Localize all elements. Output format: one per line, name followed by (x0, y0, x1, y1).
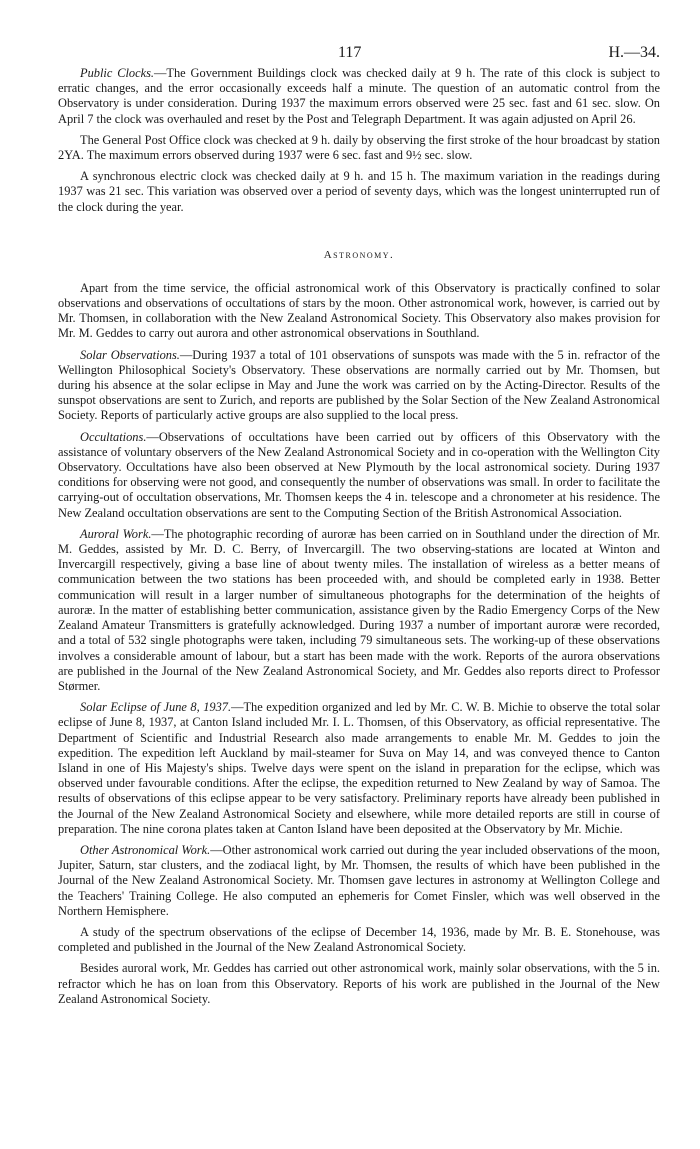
astronomy-section (58, 281, 660, 1007)
paragraph-public-clocks (58, 66, 660, 127)
paragraph-text: Besides auroral work, Mr. Geddes has carried out other astronomical work, mainly solar observations, with the 5 in. refractor which he has on loan from this Observatory. Reports of his work are published in the Journal of the New Zealand Astronomical Society. (58, 961, 660, 1006)
page-number: 117 (338, 44, 362, 61)
paragraph-solar-observations (58, 348, 660, 424)
paragraph-text: —During 1937 a total of 101 observations of sunspots was made with the 5 in. refractor of the Wellington Philosophical Society's Observatory. These observations are normally carried out by Mr. Thomsen, but during his absence at the solar eclipse in May and June the work was carried on by the Acting-Director. Results of the sunspot observations are sent to Zurich, and reports are published by the Solar Section of the New Zealand Astronomical Society. Reports of particularly active groups are also supplied to the local press. (58, 347, 660, 423)
paragraph-text: —The photographic recording of auroræ has been carried on in Southland under the direction of Mr. M. Geddes, assisted by Mr. D. C. Berry, of Invercargill. The two observing-stations are located at Winton and Invercargill respectively, giving a base line of about twenty miles. The installation of wireless as a better means of communication between the two stations has been proceeded with, and should be completed early in 1938. Better communication will result in a larger number of simultaneous photographs for the determination of the heights of auroræ. In the matter of establishing better communication, assistance given by the Radio Emergency Corps of the New Zealand Amateur Transmitters is gratefully acknowledged. During 1937 a number of important auroræ were recorded, and a total of 532 single photographs were taken, including 79 simultaneous sets. The working-up of these observations involves a considerable amount of labour, but a start has been made with the work. Reports of the aurora observations are published in the Journal of the New Zealand Astronomical Society, and Mr. Geddes also reports direct to Professor Størmer. (58, 526, 660, 693)
paragraph-text: A study of the spectrum observations of the eclipse of December 14, 1936, made by Mr. B. E. Stonehouse, was completed and published in the Journal of the New Zealand Astronomical Society. (58, 924, 660, 955)
paragraph-text: A synchronous electric clock was checked daily at 9 h. and 15 h. The maximum variation in the readings during 1937 was 21 sec. This variation was observed over a period of seventy days, which was the longest uninterrupted run of the clock during the year. (58, 169, 660, 214)
paragraph-synchronous-clock (58, 169, 660, 215)
paragraph-caption: Auroral Work. (80, 526, 152, 541)
page-header (58, 44, 660, 66)
paragraph-spectrum-study (58, 925, 660, 955)
section-heading-astronomy: Astronomy. (323, 248, 395, 261)
paragraph-caption: Other Astronomical Work. (80, 842, 211, 857)
paragraph-text: —Other astronomical work carried out during the year included observations of the moon, Jupiter, Saturn, star clusters, and the zodiacal light, by Mr. Thomsen, the results of which have been published in the Journal of the New Zealand Astronomical Society. Mr. Thomsen gave lectures in astronomy at Wellington College and the Teachers' Training College. He also computed an ephemeris for Comet Finsler, which was well observed in the Northern Hemisphere. (58, 842, 660, 918)
paragraph-text: —Observations of occultations have been carried out by officers of this Observatory with the assistance of voluntary observers of the New Zealand Astronomical Society and in co-operation with the Wellington City Observatory. Occultations have also been observed at New Plymouth by the local astronomical society. During 1937 conditions for observing were not good, and consequently the number of observations was small. In order to facilitate the carrying-out of occultation observations, Mr. Thomsen keeps the 4 in. telescope and a chronometer at his residence. The New Zealand occultation observations are sent to the Computing Section of the British Astronomical Association. (58, 429, 660, 520)
paragraph-occultations (58, 430, 660, 521)
clocks-section (58, 66, 660, 215)
paragraph-auroral-work (58, 527, 660, 694)
paragraph-caption: Public Clocks. (80, 66, 155, 80)
document-reference: H.—34. (608, 44, 660, 61)
paragraph-solar-eclipse (58, 700, 660, 837)
paragraph-text: —The expedition organized and led by Mr. C. W. B. Michie to observe the total solar eclipse of June 8, 1937, at Canton Island included Mr. I. L. Thomsen, of this Observatory, as official representative. The Department of Scientific and Industrial Research also made arrangements to enable Mr. M. Geddes to join the expedition. The expedition left Auckland by mail-steamer for Suva on May 14, and was conveyed thence to Canton Island in one of His Majesty's ships. Twelve days were spent on the island in preparation for the eclipse, which was observed under favourable conditions. After the eclipse, the expedition returned to New Zealand by way of Samoa. The results of observations of this eclipse appear to be very satisfactory. Preliminary reports have already been published in the Journal of the New Zealand Astronomical Society and elsewhere, while more detailed reports are still in course of preparation. The nine corona plates taken at Canton Island have been deposited at the Observatory by Mr. Michie. (58, 700, 660, 836)
paragraph-caption: Solar Eclipse of June 8, 1937. (80, 700, 232, 715)
paragraph-caption: Solar Observations. (80, 347, 180, 362)
paragraph-gpo-clock (58, 133, 660, 163)
paragraph-text: Apart from the time service, the official astronomical work of this Observatory is practically confined to solar observations and observations of occultations of stars by the moon. Other astronomical work, however, is carried out by Mr. Thomsen, in collaboration with the New Zealand Astronomical Society. This Observatory also makes provision for Mr. M. Geddes to carry out aurora and other astronomical observations in Southland. (58, 280, 660, 341)
paragraph-geddes-work (58, 961, 660, 1007)
paragraph-astronomy-intro (58, 281, 660, 342)
paragraph-other-astronomical-work (58, 843, 660, 919)
paragraph-caption: Occultations. (80, 429, 147, 444)
paragraph-text: The General Post Office clock was checked at 9 h. daily by observing the first stroke of the hour broadcast by station 2YA. The maximum errors observed during 1937 were 6 sec. fast and 9½ sec. slow. (58, 132, 660, 163)
paragraph-text: —The Government Buildings clock was checked daily at 9 h. The rate of this clock is subject to erratic changes, and the error occasionally exceeds half a minute. The question of an automatic control from the Observatory is under consideration. During 1937 the maximum errors observed were 25 sec. fast and 61 sec. slow. On April 7 the clock was overhauled and reset by the Post and Telegraph Department. It was again adjusted on April 26. (58, 66, 661, 126)
